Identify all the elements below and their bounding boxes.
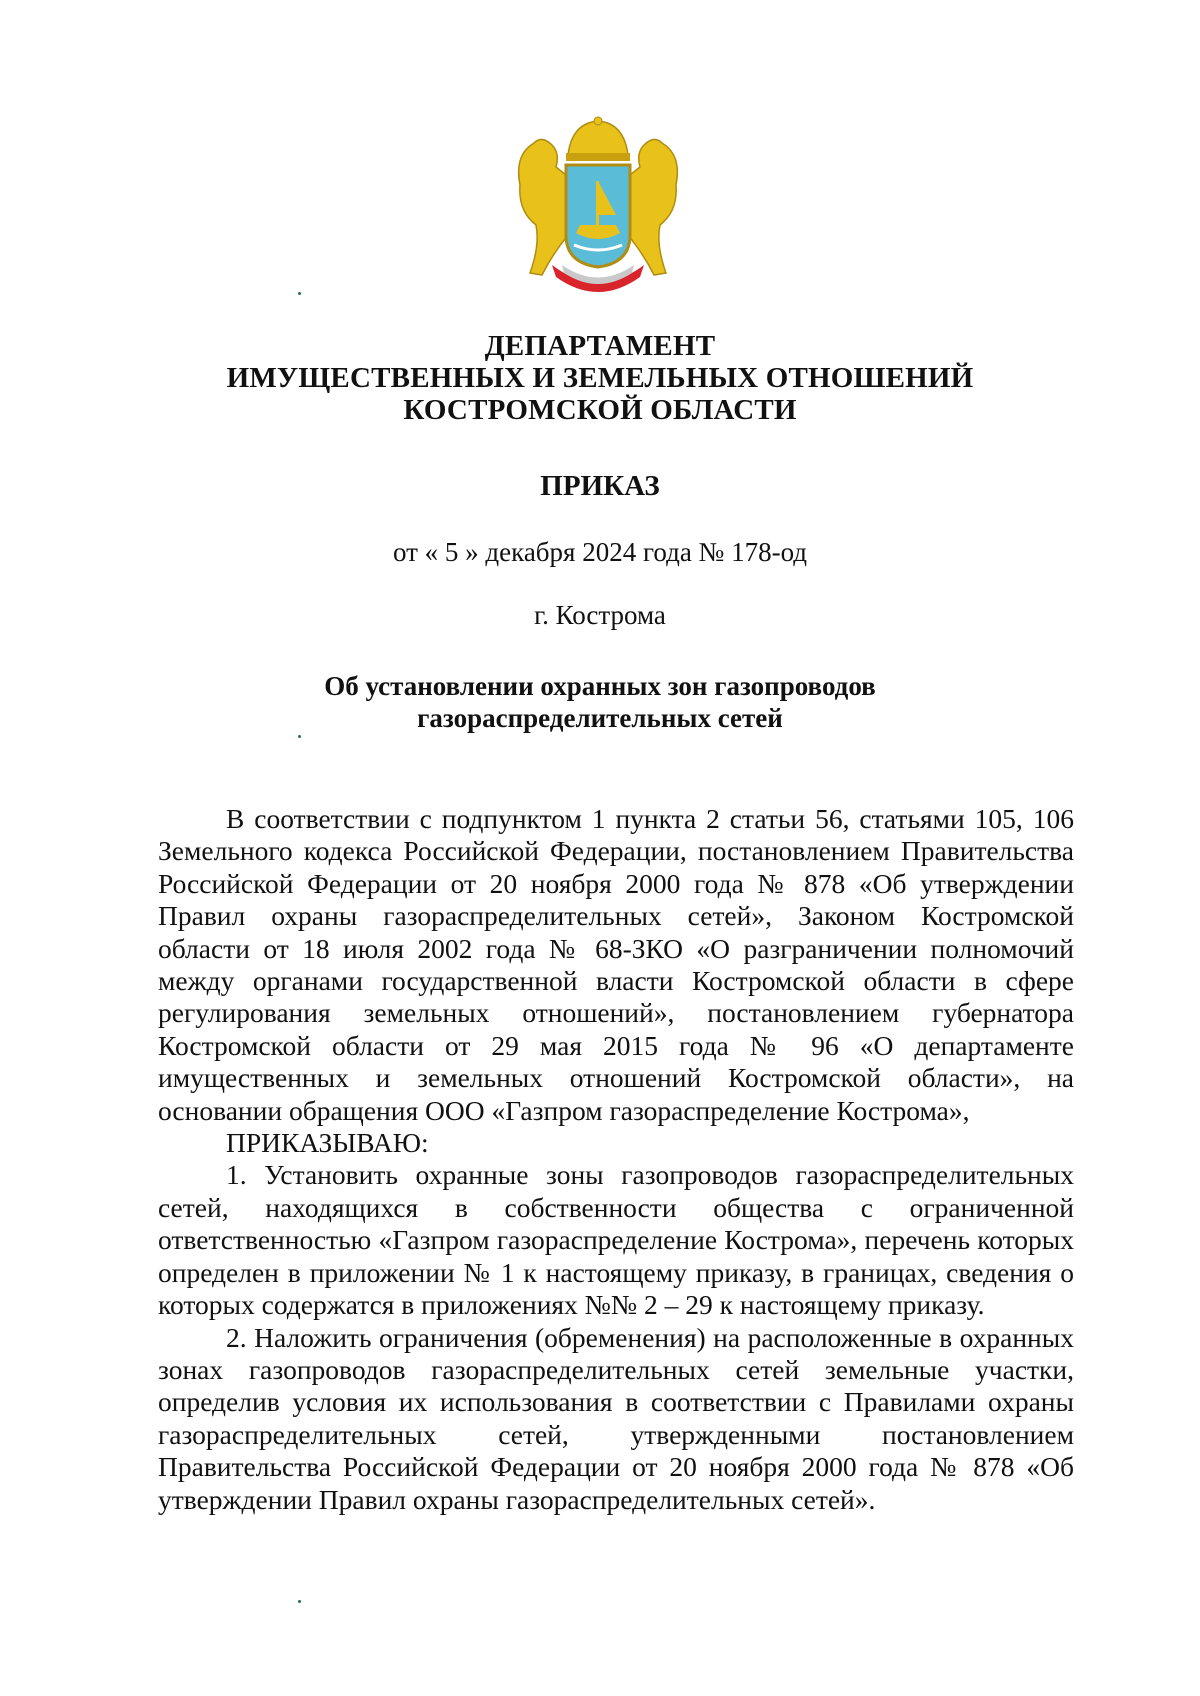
header-line-1: ДЕПАРТАМЕНТ — [484, 330, 716, 362]
department-header — [0, 330, 1200, 426]
subject-line-1: Об установлении охранных зон газопроводов — [324, 671, 876, 701]
order-body — [158, 803, 1074, 1516]
header-line-2: ИМУЩЕСТВЕННЫХ И ЗЕМЕЛЬНЫХ ОТНОШЕНИЙ — [226, 362, 974, 394]
scan-speck — [298, 1600, 301, 1603]
scan-speck — [298, 292, 301, 295]
order-city: г. Кострома — [534, 600, 666, 630]
order-item-1: 1. Установить охранные зоны газопроводов газораспределительных сетей, находящихся в собственности общества с ограниченной ответственностью «Газпром газораспределение Кострома», перечень которых определен в приложении № 1 к настоящему приказу, в границах, сведения о которых содержатся в приложениях №№ 2 – 29 к настоящему приказу. — [158, 1159, 1074, 1321]
order-date-number: от « 5 » декабря 2024 года № 178-од — [392, 537, 808, 567]
order-word: ПРИКАЗЫВАЮ: — [226, 1127, 429, 1159]
order-item-2: 2. Наложить ограничения (обременения) на расположенные в охранных зонах газопроводов газораспределительных сетей земельные участки, определив условия их использования в соответствии с Правилами охраны газораспределительных сетей, утвержденными постановлением Правительства Российской Федерации от 20 ноября 2000 года № 878 «Об утверждении Правил охраны газораспределительных сетей». — [158, 1321, 1074, 1515]
scan-speck — [298, 735, 301, 738]
header-line-3: КОСТРОМСКОЙ ОБЛАСТИ — [403, 394, 797, 426]
subject-line-2: газораспределительных сетей — [417, 703, 783, 733]
coat-of-arms-icon — [512, 115, 684, 300]
order-subject — [0, 670, 1200, 734]
document-type-title: ПРИКАЗ — [540, 470, 660, 502]
preamble-paragraph: В соответствии с подпунктом 1 пункта 2 статьи 56, статьями 105, 106 Земельного кодекса Российской Федерации, постановлением Правительства Российской Федерации от 20 ноября 2000 года № 878 «Об утверждении Правил охраны газораспределительных сетей», Законом Костромской области от 18 июля 2002 года № 68-ЗКО «О разграничении полномочий между органами государственной власти Костромской области в сфере регулирования земельных отношений», постановлением губернатора Костромской области от 29 мая 2015 года № 96 «О департаменте имущественных и земельных отношений Костромской области», на основании обращения ООО «Газпром газораспределение Кострома», — [158, 803, 1074, 1126]
